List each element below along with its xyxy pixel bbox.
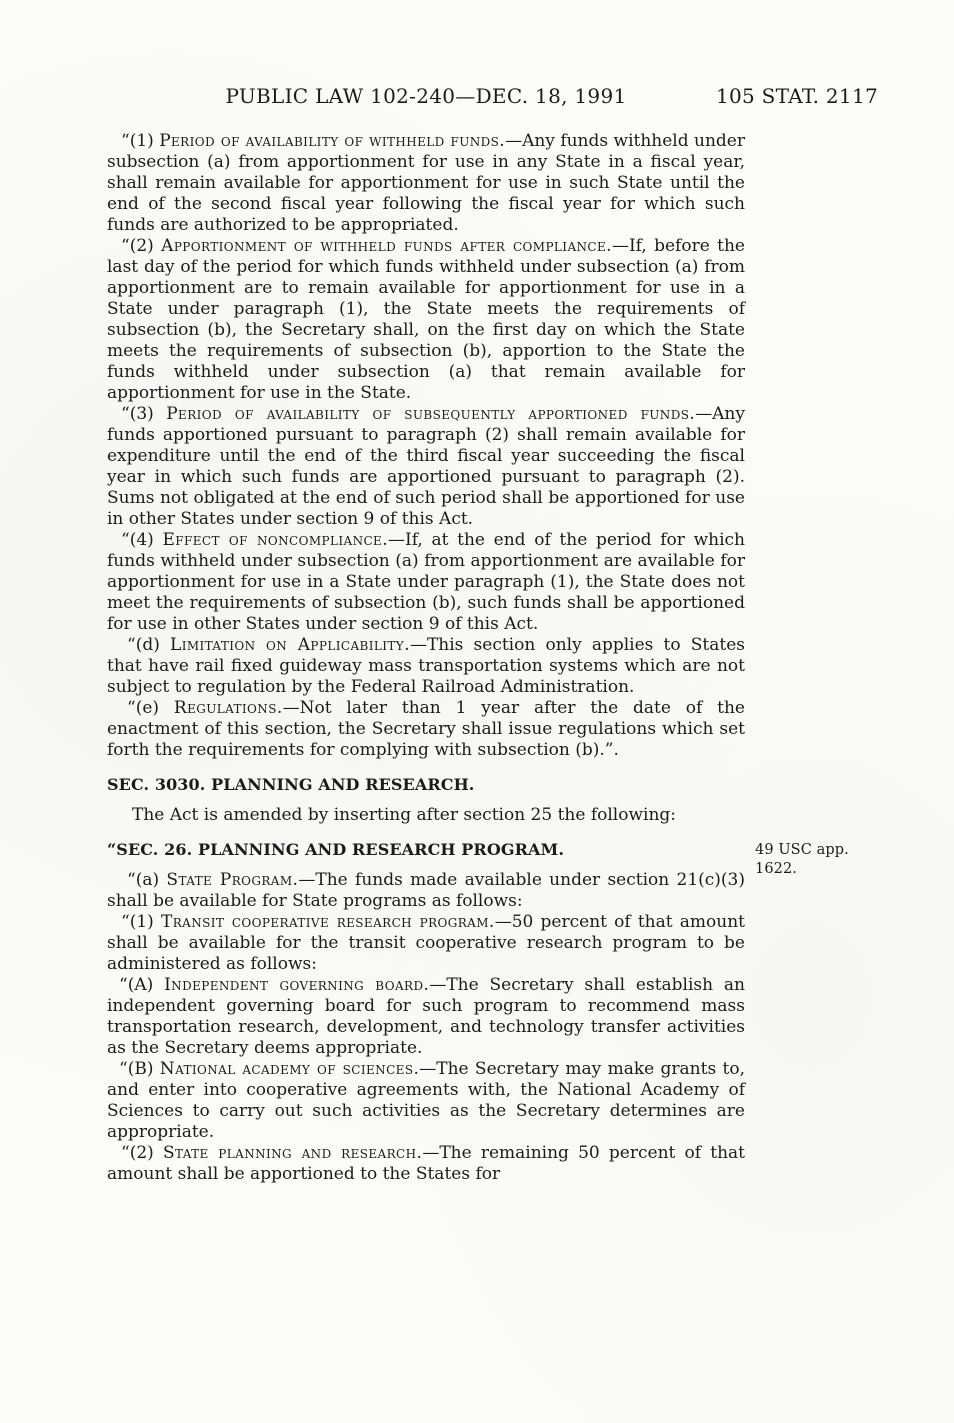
section-heading-text: “SEC. 26. PLANNING AND RESEARCH PROGRAM. <box>107 840 565 859</box>
paragraph-number: “(3) <box>121 404 167 424</box>
paragraph-lead-in: State Program. <box>166 870 299 890</box>
paragraph-text: —This section only applies to States that have rail fixed guideway mass transportation systems which are not subject to regulation by the Federal Railroad Administration. <box>107 635 746 697</box>
section-heading-text: SEC. 3030. PLANNING AND RESEARCH. <box>107 775 475 794</box>
amendment-lead-in <box>107 805 745 826</box>
paragraph-lead-in: Limitation on Applicability. <box>170 635 410 655</box>
stat-page-number: 105 STAT. 2117 <box>715 84 878 108</box>
paragraph-text: —The remaining 50 percent of that amount shall be apportioned to the States for <box>107 1143 745 1184</box>
paragraph-lead-in: Period of availability of withheld funds. <box>159 131 506 151</box>
section-26-heading <box>107 840 849 877</box>
running-header: PUBLIC LAW 102-240—DEC. 18, 1991 <box>225 84 627 108</box>
paragraph-lead-in: Effect of noncompliance. <box>162 530 389 550</box>
statute-body <box>107 131 849 1185</box>
paragraph-2-apportionment <box>107 236 745 404</box>
paragraph-text: —The Secretary shall establish an independent governing board for such program to recommend mass transportation research, development, and technology transfer activities as the Secretary deems appropriate. <box>107 975 746 1058</box>
subsection-a-state-program <box>107 870 745 912</box>
paragraph-lead-in: State planning and research. <box>162 1143 423 1163</box>
paragraph-lead-in: National academy of sciences. <box>159 1059 420 1079</box>
paragraph-text: —50 percent of that amount shall be available for the transit cooperative research program to be administered as follows: <box>107 912 745 974</box>
paragraph-text: —If, at the end of the period for which funds withheld under subsection (a) from apportionment are available for apportionment for use in a State under paragraph (1), the State does not meet the requirements of subsection (b), such funds shall be apportioned for use in other States under section 9 of this Act. <box>107 530 745 634</box>
paragraph-number: “(e) <box>127 698 174 718</box>
uscode-margin-note: 49 USC app. 1622. <box>755 842 849 877</box>
paragraph-lead-in: Apportionment of withheld funds after compliance. <box>161 236 612 256</box>
subparagraph-b-national-academy <box>107 1059 745 1143</box>
paragraph-number: “(4) <box>121 530 163 550</box>
paragraph-number: “(1) <box>121 131 160 151</box>
paragraph-number: “(2) <box>121 236 162 256</box>
paragraph-2-state-planning <box>107 1143 745 1185</box>
paragraph-text: —The Secretary may make grants to, and enter into cooperative agreements with, the National Academy of Sciences to carry out such activities as the Secretary determines are appropriate. <box>107 1059 745 1142</box>
paragraph-number: “(2) <box>121 1143 163 1163</box>
section-3030-heading <box>107 775 745 795</box>
paragraph-text: —The funds made available under section 21(c)(3) shall be available for State programs as follows: <box>107 870 746 911</box>
paragraph-text: —If, before the last day of the period for which funds withheld under subsection (a) from apportionment are to remain available for apportionment for use in a State under paragraph (1), the State meets the requirements of subsection (b), the Secretary shall, on the first day on which the State meets the requirements of subsection (b), apportion to the State the funds withheld under subsection (a) that remain available for apportionment for use in the State. <box>107 236 745 403</box>
subparagraph-a-governing-board <box>107 975 745 1059</box>
paragraph-lead-in: Regulations. <box>173 698 283 718</box>
paragraph-lead-in: Period of availability of subsequently apportioned funds. <box>166 404 696 424</box>
paragraph-4-noncompliance <box>107 530 745 635</box>
paragraph-number: “(A) <box>119 975 165 995</box>
paragraph-3-subsequently-apportioned <box>107 404 745 530</box>
subsection-e-regulations <box>107 698 745 761</box>
paragraph-lead-in: Independent governing board. <box>164 975 430 995</box>
subsection-d-limitation <box>107 635 745 698</box>
paragraph-number: “(a) <box>127 870 167 890</box>
paragraph-text: The Act is amended by inserting after section 25 the following: <box>132 805 677 825</box>
paragraph-text: —Any funds apportioned pursuant to paragraph (2) shall remain available for expenditure until the end of the third fiscal year succeeding the fiscal year in which such funds are apportioned pursuant to paragraph (2). Sums not obligated at the end of such period shall be apportioned for use in other States under section 9 of this Act. <box>107 404 745 529</box>
paragraph-text: —Not later than 1 year after the date of the enactment of this section, the Secretary shall issue regulations which set forth the requirements for complying with subsection (b).”. <box>107 698 745 760</box>
paragraph-text: —Any funds withheld under subsection (a) from apportionment for use in any State in a fiscal year, shall remain available for apportionment for use in such State until the end of the second fiscal year following the fiscal year for which such funds are authorized to be appropriated. <box>107 131 745 235</box>
paragraph-lead-in: Transit cooperative research program. <box>160 912 495 932</box>
paragraph-number: “(d) <box>127 635 170 655</box>
paragraph-number: “(1) <box>121 912 161 932</box>
paragraph-number: “(B) <box>119 1059 160 1079</box>
paragraph-1-transit-cooperative <box>107 912 745 975</box>
paragraph-1-withheld-funds <box>107 131 745 236</box>
